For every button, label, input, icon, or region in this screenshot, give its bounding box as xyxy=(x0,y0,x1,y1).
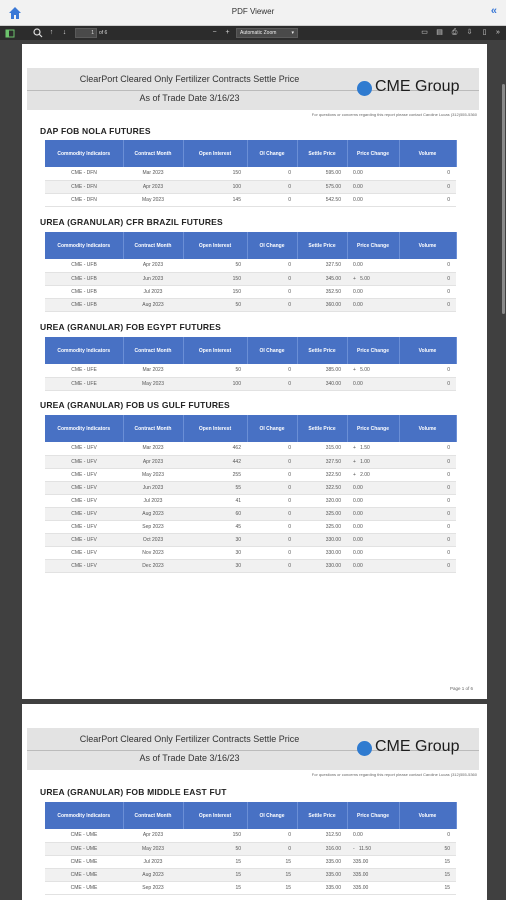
column-header: OI Change xyxy=(247,415,297,442)
table-row xyxy=(45,298,456,311)
commodity-cell: CME - UME xyxy=(45,842,123,855)
settle-price-cell: 316.00 xyxy=(297,842,347,855)
contract-month-cell: Nov 2023 xyxy=(123,546,183,559)
column-header: Commodity Indicators xyxy=(45,415,123,442)
settle-price-cell: 325.00 xyxy=(297,507,347,520)
table-header-row xyxy=(45,802,456,829)
zoom-in-button[interactable]: + xyxy=(225,29,230,36)
column-header: Commodity Indicators xyxy=(45,802,123,829)
price-change-cell: + 1.00 xyxy=(347,455,399,468)
price-change-cell: 0.00 xyxy=(347,193,399,206)
volume-cell: 0 xyxy=(399,546,456,559)
price-change-cell: 0.00 xyxy=(347,533,399,546)
price-change-cell: + 5.00 xyxy=(347,272,399,285)
table-header-row xyxy=(45,415,456,442)
column-header: Commodity Indicators xyxy=(45,140,123,167)
commodity-cell: CME - DFN xyxy=(45,167,123,180)
table-row xyxy=(45,180,456,193)
oi-change-cell: 15 xyxy=(247,868,297,881)
oi-change-cell: 15 xyxy=(247,881,297,894)
contract-month-cell: Sep 2023 xyxy=(123,881,183,894)
table-row xyxy=(45,494,456,507)
commodity-cell: CME - UFV xyxy=(45,468,123,481)
settle-price-cell: 335.00 xyxy=(297,868,347,881)
commodity-cell: CME - DFN xyxy=(45,193,123,206)
oi-change-cell: 0 xyxy=(247,377,297,390)
price-change-cell: + 5.00 xyxy=(347,364,399,377)
settle-price-cell: 340.00 xyxy=(297,377,347,390)
section-title: UREA (GRANULAR) FOB US GULF FUTURES xyxy=(40,400,230,410)
pdf-page-2 xyxy=(22,704,487,900)
contract-month-cell: Mar 2023 xyxy=(123,167,183,180)
price-change-cell: 0.00 xyxy=(347,259,399,272)
column-header: Open Interest xyxy=(183,415,247,442)
open-interest-cell: 100 xyxy=(183,180,247,193)
report-header xyxy=(27,68,479,110)
column-header: Price Change xyxy=(347,802,399,829)
column-header: Volume xyxy=(399,337,456,364)
open-interest-cell: 150 xyxy=(183,272,247,285)
next-page-icon[interactable]: ↓ xyxy=(62,29,67,36)
open-interest-cell: 50 xyxy=(183,298,247,311)
report-header xyxy=(27,728,479,770)
open-interest-cell: 100 xyxy=(183,377,247,390)
column-header: Contract Month xyxy=(123,337,183,364)
contract-month-cell: Jul 2023 xyxy=(123,855,183,868)
table-row xyxy=(45,455,456,468)
column-header: Price Change xyxy=(347,415,399,442)
volume-cell: 0 xyxy=(399,298,456,311)
volume-cell: 0 xyxy=(399,167,456,180)
open-interest-cell: 60 xyxy=(183,507,247,520)
contract-month-cell: May 2023 xyxy=(123,842,183,855)
contract-month-cell: Aug 2023 xyxy=(123,298,183,311)
column-header: OI Change xyxy=(247,337,297,364)
price-change-cell: 0.00 xyxy=(347,559,399,572)
open-interest-cell: 442 xyxy=(183,455,247,468)
volume-cell: 0 xyxy=(399,272,456,285)
contract-month-cell: Jun 2023 xyxy=(123,272,183,285)
settle-price-cell: 322.50 xyxy=(297,481,347,494)
data-table xyxy=(45,802,457,895)
settle-price-cell: 345.00 xyxy=(297,272,347,285)
price-change-cell: 335.00 xyxy=(347,868,399,881)
table-row xyxy=(45,842,456,855)
contract-month-cell: Apr 2023 xyxy=(123,259,183,272)
price-change-cell: 0.00 xyxy=(347,481,399,494)
collapse-icon[interactable]: « xyxy=(490,5,497,17)
open-interest-cell: 41 xyxy=(183,494,247,507)
commodity-cell: CME - UFV xyxy=(45,559,123,572)
volume-cell: 0 xyxy=(399,533,456,546)
volume-cell: 0 xyxy=(399,455,456,468)
contract-month-cell: May 2023 xyxy=(123,468,183,481)
volume-cell: 0 xyxy=(399,259,456,272)
contract-month-cell: May 2023 xyxy=(123,193,183,206)
volume-cell: 0 xyxy=(399,377,456,390)
oi-change-cell: 0 xyxy=(247,180,297,193)
open-interest-cell: 30 xyxy=(183,533,247,546)
table-row xyxy=(45,520,456,533)
column-header: Settle Price xyxy=(297,415,347,442)
column-header: Volume xyxy=(399,140,456,167)
settle-price-cell: 335.00 xyxy=(297,855,347,868)
oi-change-cell: 0 xyxy=(247,285,297,298)
settle-price-cell: 352.50 xyxy=(297,285,347,298)
oi-change-cell: 0 xyxy=(247,167,297,180)
settle-price-cell: 595.00 xyxy=(297,167,347,180)
settle-price-cell: 325.00 xyxy=(297,520,347,533)
table-row xyxy=(45,259,456,272)
contract-month-cell: Apr 2023 xyxy=(123,829,183,842)
column-header: OI Change xyxy=(247,232,297,259)
commodity-cell: CME - DFN xyxy=(45,180,123,193)
settle-price-cell: 320.00 xyxy=(297,494,347,507)
table-row xyxy=(45,881,456,894)
volume-cell: 0 xyxy=(399,559,456,572)
oi-change-cell: 0 xyxy=(247,468,297,481)
data-table xyxy=(45,140,457,207)
zoom-select-value: Automatic Zoom xyxy=(240,30,277,36)
settle-price-cell: 327.50 xyxy=(297,259,347,272)
pdf-page-1 xyxy=(22,44,487,699)
table-header-row xyxy=(45,232,456,259)
oi-change-cell: 0 xyxy=(247,559,297,572)
column-header: Price Change xyxy=(347,232,399,259)
open-file-icon[interactable]: ▤ xyxy=(436,29,443,36)
volume-cell: 0 xyxy=(399,285,456,298)
settle-price-cell: 360.00 xyxy=(297,298,347,311)
volume-cell: 0 xyxy=(399,829,456,842)
price-change-cell: - 11.50 xyxy=(347,842,399,855)
column-header: Open Interest xyxy=(183,802,247,829)
section-title: UREA (GRANULAR) FOB EGYPT FUTURES xyxy=(40,322,222,332)
commodity-cell: CME - UME xyxy=(45,855,123,868)
volume-cell: 0 xyxy=(399,520,456,533)
column-header: Settle Price xyxy=(297,337,347,364)
bookmark-icon[interactable]: ▯ xyxy=(482,29,487,36)
commodity-cell: CME - UFV xyxy=(45,442,123,455)
column-header: Contract Month xyxy=(123,140,183,167)
vertical-scrollbar[interactable] xyxy=(502,84,505,314)
settle-price-cell: 330.00 xyxy=(297,559,347,572)
open-interest-cell: 15 xyxy=(183,868,247,881)
commodity-cell: CME - UME xyxy=(45,868,123,881)
page-number-input[interactable]: 1 xyxy=(75,28,97,38)
open-interest-cell: 462 xyxy=(183,442,247,455)
price-change-cell: 0.00 xyxy=(347,829,399,842)
commodity-cell: CME - UME xyxy=(45,829,123,842)
table-row xyxy=(45,507,456,520)
oi-change-cell: 0 xyxy=(247,520,297,533)
contract-month-cell: Jul 2023 xyxy=(123,494,183,507)
table-row xyxy=(45,546,456,559)
volume-cell: 15 xyxy=(399,855,456,868)
column-header: Settle Price xyxy=(297,232,347,259)
download-icon[interactable]: ⇩ xyxy=(466,29,473,36)
oi-change-cell: 0 xyxy=(247,298,297,311)
column-header: Commodity Indicators xyxy=(45,337,123,364)
oi-change-cell: 0 xyxy=(247,494,297,507)
commodity-cell: CME - UFV xyxy=(45,494,123,507)
window-title: PDF Viewer xyxy=(231,7,275,16)
chevron-down-icon: ▾ xyxy=(291,30,294,36)
oi-change-cell: 0 xyxy=(247,364,297,377)
settle-price-cell: 542.50 xyxy=(297,193,347,206)
commodity-cell: CME - UFB xyxy=(45,272,123,285)
volume-cell: 0 xyxy=(399,364,456,377)
zoom-out-button[interactable]: − xyxy=(212,29,217,36)
search-icon[interactable] xyxy=(33,28,43,38)
oi-change-cell: 0 xyxy=(247,546,297,559)
volume-cell: 0 xyxy=(399,442,456,455)
logo-text: CME Group xyxy=(375,78,460,95)
settle-price-cell: 327.50 xyxy=(297,455,347,468)
volume-cell: 0 xyxy=(399,507,456,520)
volume-cell: 0 xyxy=(399,468,456,481)
open-interest-cell: 255 xyxy=(183,468,247,481)
price-change-cell: 0.00 xyxy=(347,285,399,298)
column-header: Settle Price xyxy=(297,802,347,829)
table-row xyxy=(45,855,456,868)
contract-month-cell: Jul 2023 xyxy=(123,285,183,298)
data-table xyxy=(45,232,457,312)
column-header: Contract Month xyxy=(123,802,183,829)
column-header: Commodity Indicators xyxy=(45,232,123,259)
more-tools-icon[interactable]: » xyxy=(496,29,500,36)
section-title: UREA (GRANULAR) CFR BRAZIL FUTURES xyxy=(40,217,223,227)
table-row xyxy=(45,481,456,494)
previous-page-icon[interactable]: ↑ xyxy=(49,29,54,36)
column-header: Volume xyxy=(399,415,456,442)
commodity-cell: CME - UFV xyxy=(45,455,123,468)
commodity-cell: CME - UFV xyxy=(45,507,123,520)
column-header: Open Interest xyxy=(183,337,247,364)
section-title: DAP FOB NOLA FUTURES xyxy=(40,126,151,136)
open-interest-cell: 55 xyxy=(183,481,247,494)
cme-globe-icon xyxy=(357,81,372,96)
table-row xyxy=(45,559,456,572)
column-header: OI Change xyxy=(247,802,297,829)
report-title: ClearPort Cleared Only Fertilizer Contracts Settle Price xyxy=(79,74,300,84)
open-interest-cell: 45 xyxy=(183,520,247,533)
section-title: UREA (GRANULAR) FOB MIDDLE EAST FUT xyxy=(40,787,227,797)
page-count: of 6 xyxy=(99,30,108,36)
open-interest-cell: 15 xyxy=(183,855,247,868)
contact-note: For questions or concerns regarding this report please contact Caroline Lucas (312)555-5360 xyxy=(311,772,477,777)
table-row xyxy=(45,167,456,180)
table-row xyxy=(45,442,456,455)
oi-change-cell: 0 xyxy=(247,259,297,272)
print-icon[interactable]: ⎙ xyxy=(451,29,458,36)
table-row xyxy=(45,533,456,546)
volume-cell: 0 xyxy=(399,494,456,507)
data-table xyxy=(45,337,457,391)
table-row xyxy=(45,829,456,842)
column-header: Contract Month xyxy=(123,232,183,259)
oi-change-cell: 0 xyxy=(247,481,297,494)
contract-month-cell: Aug 2023 xyxy=(123,868,183,881)
commodity-cell: CME - UME xyxy=(45,881,123,894)
trade-date: As of Trade Date 3/16/23 xyxy=(139,93,240,103)
price-change-cell: + 1.50 xyxy=(347,442,399,455)
open-interest-cell: 15 xyxy=(183,881,247,894)
contract-month-cell: Oct 2023 xyxy=(123,533,183,546)
contract-month-cell: Mar 2023 xyxy=(123,442,183,455)
contract-month-cell: Jun 2023 xyxy=(123,481,183,494)
price-change-cell: 0.00 xyxy=(347,377,399,390)
column-header: Price Change xyxy=(347,140,399,167)
commodity-cell: CME - UFB xyxy=(45,298,123,311)
column-header: OI Change xyxy=(247,140,297,167)
pdf-toolbar xyxy=(0,26,506,40)
commodity-cell: CME - UFB xyxy=(45,285,123,298)
report-title: ClearPort Cleared Only Fertilizer Contracts Settle Price xyxy=(79,734,300,744)
price-change-cell: 335.00 xyxy=(347,855,399,868)
settle-price-cell: 312.50 xyxy=(297,829,347,842)
cme-globe-icon xyxy=(357,741,372,756)
volume-cell: 15 xyxy=(399,868,456,881)
oi-change-cell: 0 xyxy=(247,455,297,468)
document-viewer[interactable] xyxy=(0,40,506,900)
table-row xyxy=(45,377,456,390)
open-interest-cell: 50 xyxy=(183,842,247,855)
settle-price-cell: 322.50 xyxy=(297,468,347,481)
price-change-cell: 0.00 xyxy=(347,180,399,193)
contract-month-cell: Sep 2023 xyxy=(123,520,183,533)
volume-cell: 0 xyxy=(399,180,456,193)
commodity-cell: CME - UFV xyxy=(45,520,123,533)
column-header: Settle Price xyxy=(297,140,347,167)
oi-change-cell: 0 xyxy=(247,533,297,546)
oi-change-cell: 15 xyxy=(247,855,297,868)
price-change-cell: 0.00 xyxy=(347,298,399,311)
column-header: Volume xyxy=(399,232,456,259)
price-change-cell: 0.00 xyxy=(347,167,399,180)
oi-change-cell: 0 xyxy=(247,442,297,455)
oi-change-cell: 0 xyxy=(247,272,297,285)
price-change-cell: + 2.00 xyxy=(347,468,399,481)
open-interest-cell: 150 xyxy=(183,167,247,180)
settle-price-cell: 335.00 xyxy=(297,881,347,894)
settle-price-cell: 330.00 xyxy=(297,533,347,546)
column-header: Open Interest xyxy=(183,232,247,259)
oi-change-cell: 0 xyxy=(247,829,297,842)
price-change-cell: 0.00 xyxy=(347,546,399,559)
settle-price-cell: 315.00 xyxy=(297,442,347,455)
price-change-cell: 0.00 xyxy=(347,520,399,533)
contract-month-cell: Mar 2023 xyxy=(123,364,183,377)
open-interest-cell: 145 xyxy=(183,193,247,206)
table-row xyxy=(45,193,456,206)
contract-month-cell: Apr 2023 xyxy=(123,455,183,468)
commodity-cell: CME - UFE xyxy=(45,377,123,390)
table-row xyxy=(45,868,456,881)
window-titlebar xyxy=(0,0,506,26)
price-change-cell: 0.00 xyxy=(347,494,399,507)
price-change-cell: 0.00 xyxy=(347,507,399,520)
settle-price-cell: 330.00 xyxy=(297,546,347,559)
open-interest-cell: 30 xyxy=(183,559,247,572)
open-interest-cell: 150 xyxy=(183,829,247,842)
column-header: Open Interest xyxy=(183,140,247,167)
sidebar-toggle-icon[interactable] xyxy=(5,28,15,38)
table-header-row xyxy=(45,337,456,364)
settle-price-cell: 385.00 xyxy=(297,364,347,377)
trade-date: As of Trade Date 3/16/23 xyxy=(139,753,240,763)
volume-cell: 15 xyxy=(399,881,456,894)
open-interest-cell: 50 xyxy=(183,364,247,377)
oi-change-cell: 0 xyxy=(247,507,297,520)
contract-month-cell: Dec 2023 xyxy=(123,559,183,572)
table-row xyxy=(45,468,456,481)
settle-price-cell: 575.00 xyxy=(297,180,347,193)
price-change-cell: 335.00 xyxy=(347,881,399,894)
zoom-select[interactable] xyxy=(236,28,298,38)
volume-cell: 50 xyxy=(399,842,456,855)
commodity-cell: CME - UFV xyxy=(45,546,123,559)
column-header: Contract Month xyxy=(123,415,183,442)
contract-month-cell: May 2023 xyxy=(123,377,183,390)
open-interest-cell: 50 xyxy=(183,259,247,272)
commodity-cell: CME - UFB xyxy=(45,259,123,272)
contract-month-cell: Aug 2023 xyxy=(123,507,183,520)
oi-change-cell: 0 xyxy=(247,193,297,206)
data-table xyxy=(45,415,457,573)
contact-note: For questions or concerns regarding this report please contact Caroline Lucas (312)555-5360 xyxy=(311,112,477,117)
volume-cell: 0 xyxy=(399,481,456,494)
oi-change-cell: 0 xyxy=(247,842,297,855)
table-row xyxy=(45,272,456,285)
page-footer: Page 1 of 6 xyxy=(449,686,473,691)
table-row xyxy=(45,364,456,377)
table-header-row xyxy=(45,140,456,167)
commodity-cell: CME - UFV xyxy=(45,533,123,546)
open-interest-cell: 30 xyxy=(183,546,247,559)
contract-month-cell: Apr 2023 xyxy=(123,180,183,193)
commodity-cell: CME - UFE xyxy=(45,364,123,377)
column-header: Volume xyxy=(399,802,456,829)
commodity-cell: CME - UFV xyxy=(45,481,123,494)
column-header: Price Change xyxy=(347,337,399,364)
open-interest-cell: 150 xyxy=(183,285,247,298)
presentation-icon[interactable]: ▭ xyxy=(421,29,428,36)
table-row xyxy=(45,285,456,298)
volume-cell: 0 xyxy=(399,193,456,206)
logo-text: CME Group xyxy=(375,738,460,755)
